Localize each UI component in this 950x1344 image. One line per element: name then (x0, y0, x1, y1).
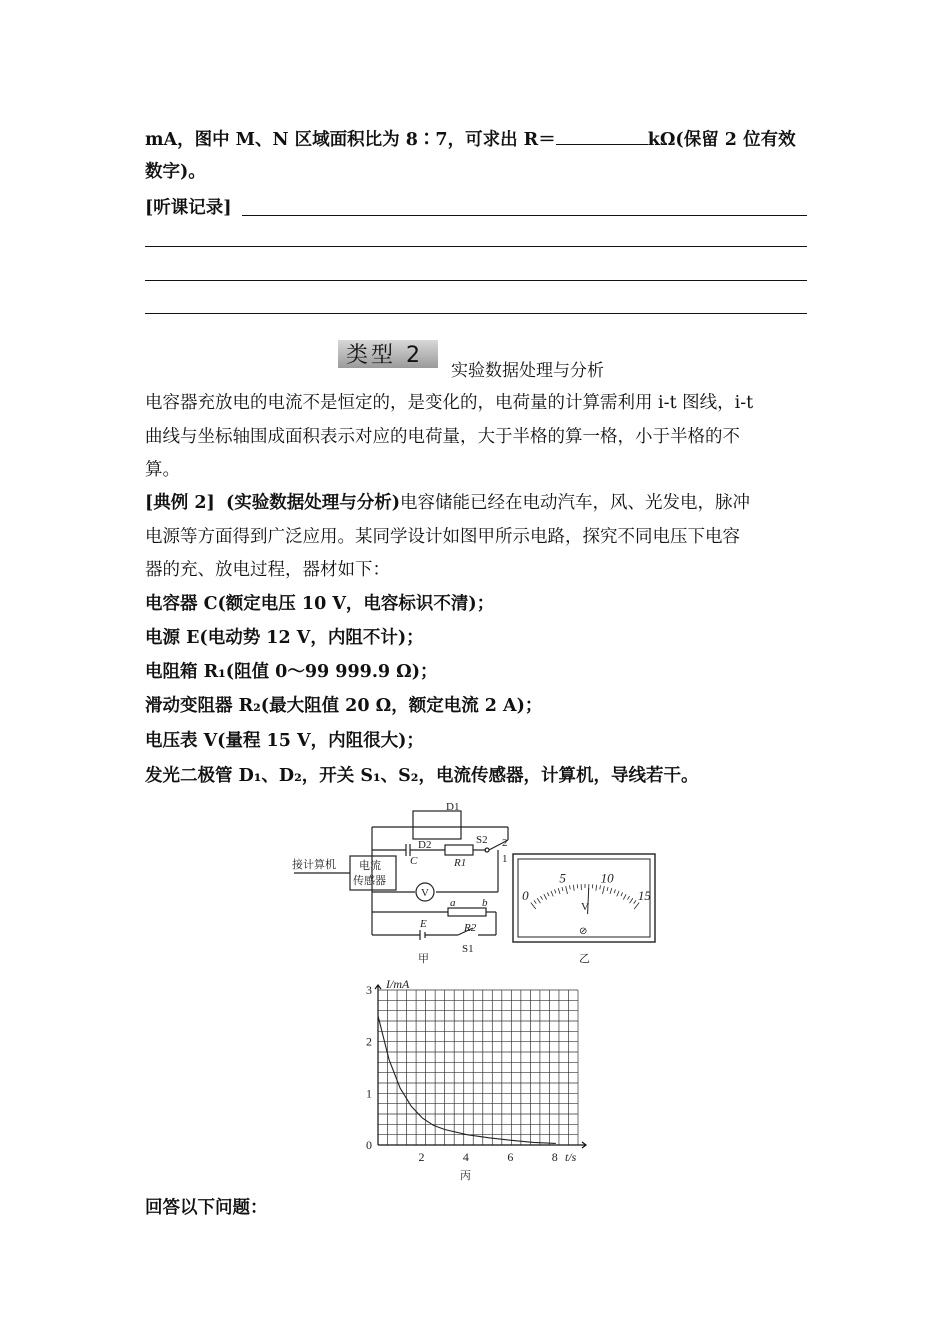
sensor-label-2: 传感器 (353, 875, 386, 887)
meter-tick (634, 903, 639, 909)
circuit-caption: 甲 (418, 953, 429, 965)
s2-label: S2 (476, 834, 488, 846)
r2-label: R2 (464, 922, 477, 934)
meter-tick (634, 900, 636, 903)
d2-label: D2 (418, 839, 432, 851)
computer-label: 接计算机 (292, 859, 336, 871)
sensor-label-1: 电流 (359, 860, 381, 872)
meter-tick (558, 888, 560, 894)
chart-caption: 丙 (460, 1170, 471, 1182)
meter-tick (600, 885, 601, 889)
y-tick-label: 3 (366, 983, 372, 997)
text-line-2: 数字)。 (145, 162, 206, 182)
line1-after-blank: kΩ(保留 2 位有效 (647, 130, 796, 150)
circuit-diagram (288, 800, 528, 970)
e-label: E (420, 918, 427, 930)
meter-tick-label: 5 (559, 870, 566, 886)
meter-tick (537, 898, 540, 903)
answer-blank[interactable] (556, 126, 648, 145)
meter-tick (540, 896, 542, 899)
equipment-misc: 发光二极管 D₁、D₂，开关 S₁、S₂，电流传感器，计算机，导线若干。 (145, 766, 699, 786)
example-label: [典例 2] (145, 493, 215, 513)
example-line1-rest: 电容储能已经在电动汽车，风、光发电，脉冲 (400, 493, 751, 513)
y-tick-label: 1 (366, 1086, 372, 1101)
meter-tick (596, 885, 597, 891)
meter-unit: V (581, 901, 589, 913)
example-line-1 (145, 491, 810, 515)
meter-tick (603, 886, 605, 894)
intro-line-2: 曲线与坐标轴围成面积表示对应的电荷量，大于半格的算一格，小于半格的不 (145, 427, 740, 447)
x-tick-label: 8 (551, 1150, 558, 1164)
notes-label: [听课记录] (145, 198, 232, 218)
meter-tick (566, 886, 568, 894)
intro-line-1: 电容器充放电的电流不是恒定的，是变化的，电荷量的计算需利用 i-t 图线，i-t (145, 393, 754, 413)
meter-tick (547, 892, 549, 896)
type-header-title: 类型 2 (346, 343, 423, 368)
example-line-2: 电源等方面得到广泛应用。某同学设计如图甲所示电路，探究不同电压下电容 (145, 527, 740, 547)
b-label: b (482, 897, 488, 909)
r1-label: R1 (454, 857, 467, 869)
meter-tick (531, 903, 536, 909)
x-tick-label: 6 (507, 1150, 514, 1164)
meter-tick (607, 887, 608, 891)
equipment-rheostat: 滑动变阻器 R₂(最大阻值 20 Ω，额定电流 2 A)； (145, 696, 543, 716)
meter-tick (628, 896, 630, 899)
meter-tick (621, 892, 623, 896)
meter-caption: 乙 (579, 953, 590, 965)
y-axis-label: I/mA (386, 977, 410, 991)
line1-before-blank: mA，图中 M、N 区域面积比为 8∶7，可求出 R＝ (145, 130, 556, 150)
c-label: C (410, 855, 418, 867)
pos2-label: 2 (502, 837, 508, 849)
s1-label: S1 (462, 943, 474, 955)
d1-label: D1 (446, 801, 460, 813)
meter-tick (534, 900, 536, 903)
meter-tick (623, 894, 626, 899)
text-line-1 (145, 126, 810, 152)
meter-tick (555, 889, 556, 893)
meter-tick (544, 894, 547, 899)
example-tag: (实验数据处理与分析) (225, 493, 401, 513)
meter-tick (630, 898, 633, 903)
meter-tick (551, 891, 553, 897)
zero-adjust-icon: ⊘ (579, 926, 588, 937)
y-tick-label: 0 (366, 1138, 372, 1152)
voltmeter-dial (511, 852, 659, 972)
meter-tick-label: 10 (600, 870, 614, 886)
i-t-chart (350, 975, 600, 1185)
x-axis-label: t/s (565, 1150, 577, 1164)
voltmeter-symbol: V (421, 887, 429, 899)
meter-tick (614, 889, 615, 893)
equipment-capacitor: 电容器 C(额定电压 10 V，电容标识不清)； (145, 594, 495, 614)
meter-tick (610, 888, 612, 894)
meter-tick (570, 885, 571, 889)
meter-tick-label: 0 (522, 887, 529, 903)
meter-tick (617, 891, 619, 897)
meter-tick (562, 887, 563, 891)
intro-line-3: 算。 (145, 460, 180, 480)
type-header-subtitle: 实验数据处理与分析 (451, 361, 604, 381)
meter-tick (573, 885, 574, 891)
pos1-label: 1 (502, 853, 508, 865)
notes-rule-1[interactable] (242, 215, 807, 216)
example-line-3: 器的充、放电过程，器材如下： (145, 560, 390, 580)
notes-rule-2[interactable] (145, 246, 807, 247)
x-tick-label: 4 (462, 1150, 469, 1164)
equipment-source: 电源 E(电动势 12 V，内阻不计)； (145, 628, 424, 648)
y-tick-label: 2 (366, 1034, 372, 1049)
footer-line: 回答以下问题： (145, 1198, 268, 1218)
notes-rule-4[interactable] (145, 313, 807, 314)
notes-rule-3[interactable] (145, 280, 807, 281)
x-tick-label: 2 (418, 1150, 425, 1164)
equipment-resistor-box: 电阻箱 R₁(阻值 0～99 999.9 Ω)； (145, 662, 438, 682)
equipment-voltmeter: 电压表 V(量程 15 V，内阻很大)； (145, 731, 424, 751)
a-label: a (450, 897, 456, 909)
meter-tick-label: 15 (637, 887, 651, 903)
